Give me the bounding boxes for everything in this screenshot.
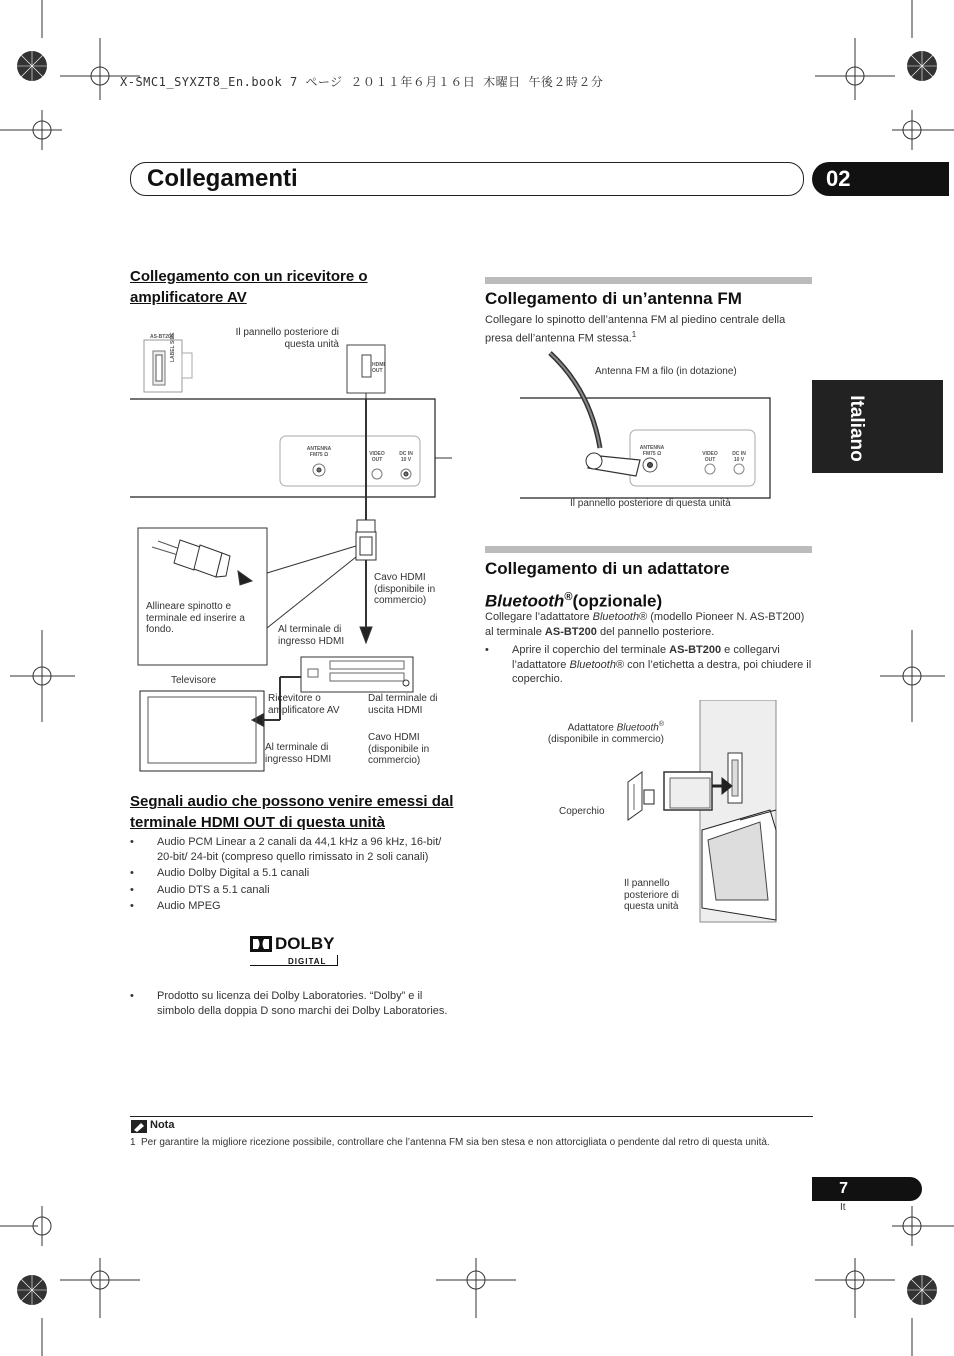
model-label: AS-BT200 xyxy=(150,334,174,340)
fm-video-label: VIDEO OUT xyxy=(702,451,718,463)
note-rule xyxy=(130,1116,813,1117)
audio-format-list xyxy=(130,835,460,916)
dc-in-label: DC IN 10 V xyxy=(399,451,413,463)
note-number: 1 xyxy=(130,1137,136,1148)
bt-instructions: Collegare l’adattatore Bluetooth® (modello Pioneer N. AS-BT200) al terminale AS-BT200 del pannello posteriore. xyxy=(485,611,805,638)
antenna-label: ANTENNA FM75 Ω xyxy=(306,446,332,458)
fm-instructions: Collegare lo spinotto dell’antenna FM al piedino centrale della presa dell’antenna FM stessa.$^1$ xyxy=(485,314,786,345)
bt-cover-label: Coperchio xyxy=(559,806,605,817)
chapter-number: 02 xyxy=(812,162,949,196)
receiver-label: Ricevitore o amplificatore AV xyxy=(268,693,340,716)
video-out-label: VIDEO OUT xyxy=(369,451,385,463)
note-label: Nota xyxy=(150,1119,175,1131)
from-out-label: Dal terminale di uscita HDMI xyxy=(368,693,438,716)
section-title-audio: Segnali audio che possono venire emessi dal terminale HDMI OUT di questa unità xyxy=(130,793,454,831)
cable2-label: Cavo HDMI (disponibile in commercio) xyxy=(368,732,430,766)
hdmi-out-label: HDMI OUT xyxy=(372,362,385,374)
in-terminal2-label: Al terminale di ingresso HDMI xyxy=(265,742,332,765)
fm-antenna-label: ANTENNA FM75 Ω xyxy=(639,445,665,457)
page-number: 7 xyxy=(812,1177,922,1201)
list-item: • Audio PCM Linear a 2 canali da 44,1 kHz a 96 kHz, 16-bit/ 20-bit/ 24-bit (compreso quello rimissato in 2 soli canali) xyxy=(130,835,460,864)
dolby-logo: DOLBY DIGITAL xyxy=(250,936,340,968)
language-code: It xyxy=(840,1202,846,1213)
section-title-receiver: Collegamento con un ricevitore o amplificatore AV xyxy=(130,268,368,306)
print-header: X-SMC1_SYXZT8_En.book 7 ページ ２０１１年６月１６日 木曜日 午後２時２分 xyxy=(120,75,604,89)
fm-wire-label: Antenna FM a filo (in dotazione) xyxy=(595,366,737,377)
align-instruction: Allineare spinotto e terminale ed inserire a fondo. xyxy=(146,601,245,635)
dolby-note xyxy=(130,989,460,1020)
section-divider xyxy=(485,546,812,553)
fm-dc-label: DC IN 10 V xyxy=(732,451,746,463)
note-icon xyxy=(131,1120,147,1133)
section-divider xyxy=(485,277,812,284)
bt-steps xyxy=(485,643,812,689)
cable1-label: Cavo HDMI (disponibile in commercio) xyxy=(374,572,436,606)
list-item: • Audio Dolby Digital a 5.1 canali xyxy=(130,866,460,881)
tv-label: Televisore xyxy=(171,675,217,686)
rear-panel-label: Il pannello posteriore di questa unità xyxy=(235,327,339,350)
label-side-text: LABEL SIDE xyxy=(170,332,176,362)
language-label: Italiano xyxy=(846,395,867,462)
list-item: • Audio MPEG xyxy=(130,899,460,914)
bt-panel-label: Il pannello posteriore di questa unità xyxy=(624,878,680,912)
language-tab xyxy=(812,380,943,473)
section-title-fm: Collegamento di un’antenna FM xyxy=(485,289,742,308)
note-text: Per garantire la migliore ricezione possibile, controllare che l’antenna FM sia ben stesa e non attorcigliata o pendente dal retro di questa unità. xyxy=(141,1137,770,1148)
chapter-title: Collegamenti xyxy=(147,165,298,192)
section-title-bluetooth: Collegamento di un adattatore Bluetooth®(opzionale) xyxy=(485,559,730,611)
fm-panel-label: Il pannello posteriore di questa unità xyxy=(570,498,731,509)
list-item: • Prodotto su licenza dei Dolby Laboratories. “Dolby” e il simbolo della doppia D sono marchi dei Dolby Laboratories. xyxy=(130,989,460,1018)
list-item: • Aprire il coperchio del terminale AS-BT200 e collegarvi l’adattatore Bluetooth® con l’etichetta a destra, poi chiudere il coperchio. xyxy=(485,643,812,687)
list-item: • Audio DTS a 5.1 canali xyxy=(130,883,460,898)
bt-adapter-label: Adattatore Bluetooth® (disponibile in commercio) xyxy=(547,721,664,745)
in-terminal1-label: Al terminale di ingresso HDMI xyxy=(278,624,345,647)
